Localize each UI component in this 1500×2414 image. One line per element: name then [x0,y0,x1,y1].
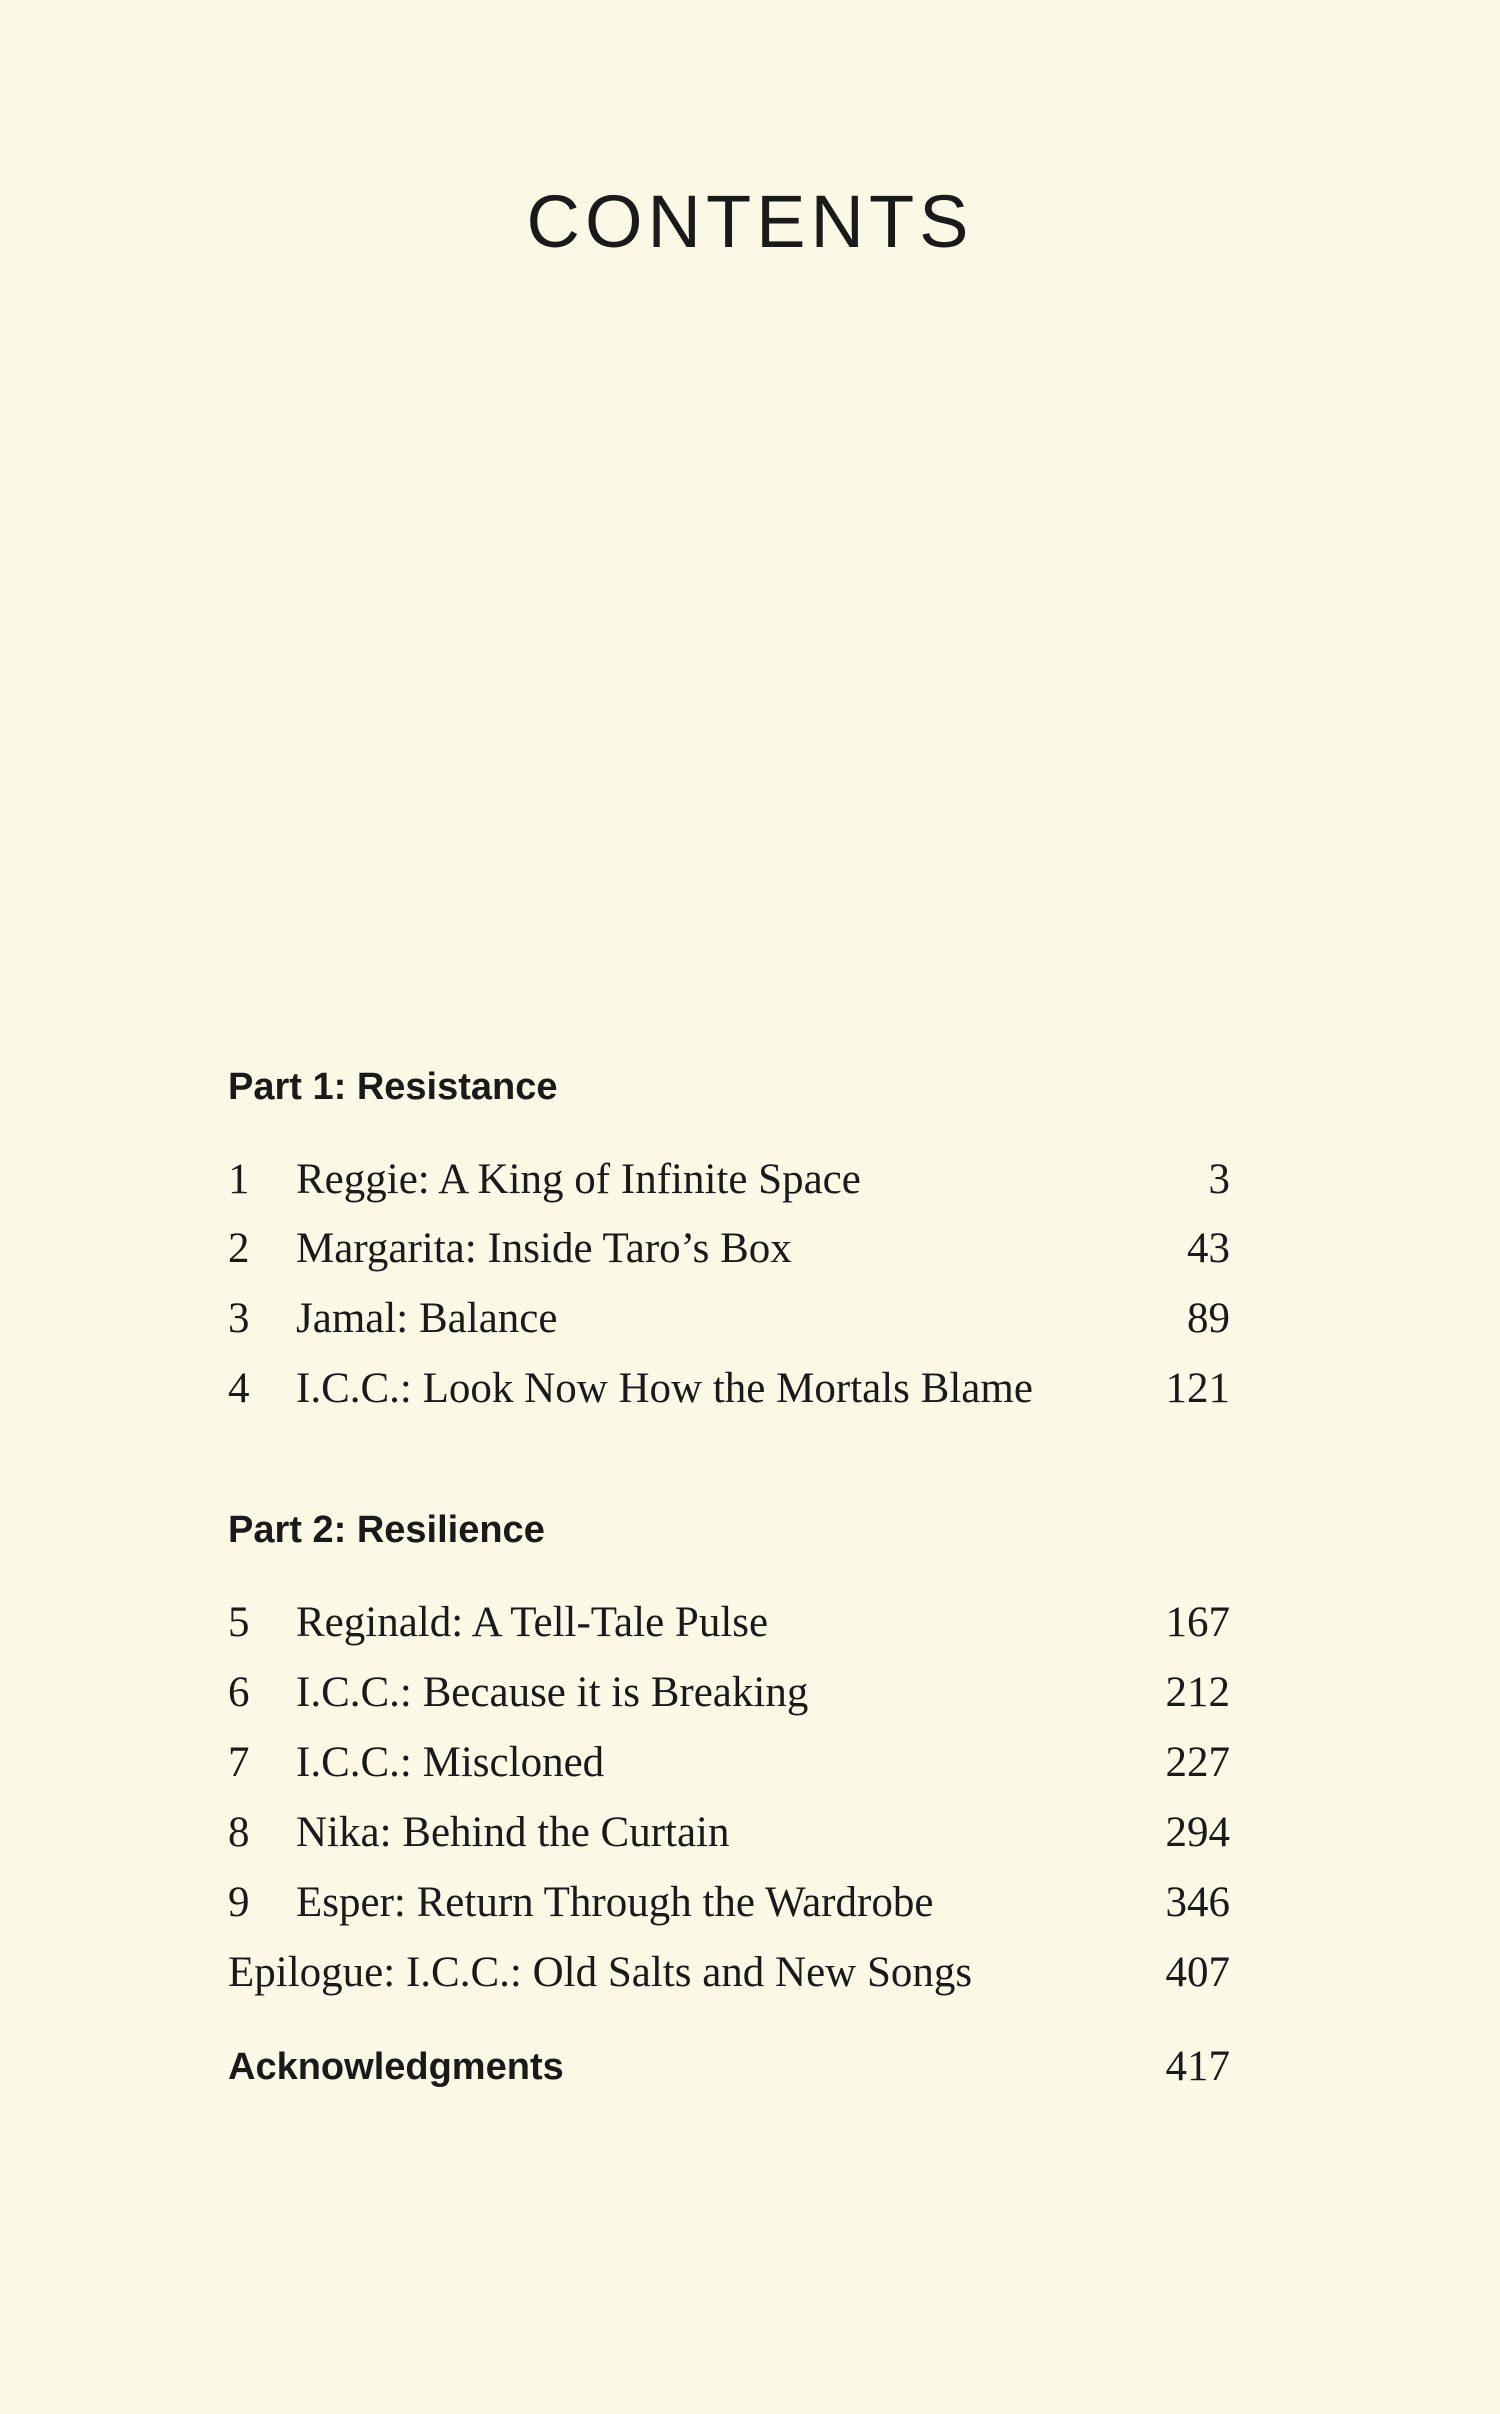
chapter-title: Reggie: A King of Infinite Space [296,1156,861,1203]
toc-entry-chapter-7[interactable] [228,1733,1230,1793]
chapter-page-number: 43 [1187,1225,1230,1272]
epilogue-title: Epilogue: I.C.C.: Old Salts and New Songs [228,1949,973,1996]
toc-entry-chapter-8[interactable] [228,1803,1230,1863]
toc-entry-chapter-3[interactable] [228,1289,1230,1349]
chapter-title: I.C.C.: Look Now How the Mortals Blame [296,1365,1033,1412]
chapter-page-number: 346 [1165,1879,1230,1926]
toc-entry-chapter-5[interactable] [228,1593,1230,1653]
chapter-number: 1 [228,1156,250,1203]
chapter-number: 5 [228,1599,250,1646]
chapter-title: Reginald: A Tell-Tale Pulse [296,1599,769,1646]
chapter-page-number: 212 [1165,1669,1230,1716]
part-heading-1: Part 1: Resistance [228,1066,558,1108]
chapter-number: 7 [228,1739,250,1786]
chapter-title: Nika: Behind the Curtain [296,1809,730,1856]
toc-entry-acknowledgments[interactable] [228,2037,1230,2097]
page-title: CONTENTS [526,180,974,263]
chapter-page-number: 121 [1165,1365,1230,1412]
toc-entry-chapter-2[interactable] [228,1219,1230,1279]
chapter-page-number: 294 [1165,1809,1230,1856]
acknowledgments-label: Acknowledgments [228,2046,564,2088]
chapter-number: 6 [228,1669,250,1716]
chapter-number: 2 [228,1225,250,1272]
chapter-page-number: 3 [1208,1156,1230,1203]
chapter-number: 8 [228,1809,250,1856]
chapter-title: I.C.C.: Miscloned [296,1739,605,1786]
chapter-page-number: 227 [1165,1739,1230,1786]
chapter-page-number: 167 [1165,1599,1230,1646]
toc-entry-chapter-6[interactable] [228,1663,1230,1723]
part-heading-2: Part 2: Resilience [228,1509,545,1551]
chapter-number: 9 [228,1879,250,1926]
chapter-title: Esper: Return Through the Wardrobe [296,1879,934,1926]
chapter-title: Margarita: Inside Taro’s Box [296,1225,792,1272]
chapter-title: Jamal: Balance [296,1295,558,1342]
chapter-number: 4 [228,1365,250,1412]
toc-entry-chapter-1[interactable] [228,1150,1230,1210]
toc-entry-chapter-4[interactable] [228,1359,1230,1419]
epilogue-page-number: 407 [1165,1949,1230,1996]
acknowledgments-page-number: 417 [1165,2043,1230,2090]
chapter-title: I.C.C.: Because it is Breaking [296,1669,809,1716]
chapter-number: 3 [228,1295,250,1342]
toc-entry-epilogue[interactable] [228,1943,1230,2003]
chapter-page-number: 89 [1187,1295,1230,1342]
toc-entry-chapter-9[interactable] [228,1873,1230,1933]
